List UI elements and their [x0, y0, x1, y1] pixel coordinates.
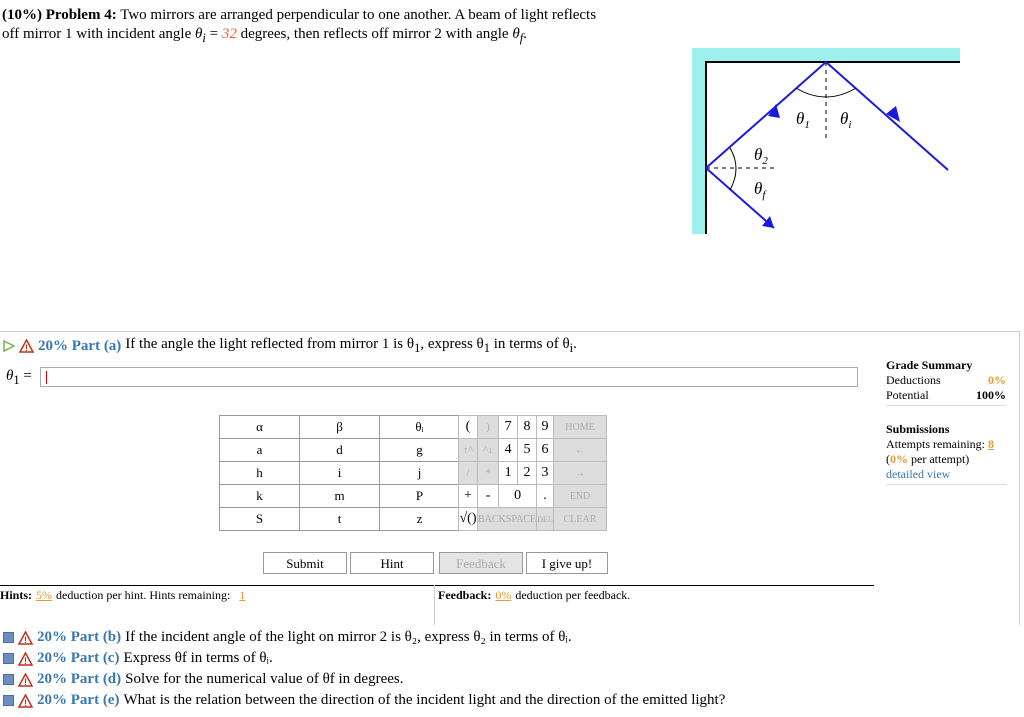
key-sqrt[interactable]: √() — [459, 508, 478, 531]
grade-summary: Grade Summary Deductions 0% Potential 100% Submissions Attempts remaining: 8 (0% per attempt) detailed view — [886, 358, 1006, 485]
expand-arrow-icon[interactable] — [3, 340, 15, 352]
equals: = — [205, 26, 222, 42]
key-left[interactable]: ← — [554, 439, 607, 462]
key-2[interactable]: 2 — [518, 462, 537, 485]
warning-icon — [19, 339, 34, 353]
angle-arc-2 — [730, 148, 736, 190]
theta-f-symbol: θ — [512, 26, 520, 42]
key-1[interactable]: 1 — [499, 462, 518, 485]
feedback-deduction: 0% — [495, 588, 512, 602]
key-8[interactable]: 8 — [518, 416, 537, 439]
svg-text:!: ! — [25, 343, 28, 353]
submissions-title: Submissions — [886, 422, 950, 436]
label-theta2: $\theta_2$ — [754, 145, 768, 167]
warning-icon — [18, 694, 33, 708]
mirror-2 — [692, 48, 706, 234]
problem-statement — [2, 6, 682, 48]
key-3[interactable]: 3 — [537, 462, 554, 485]
problem-line2b: degrees, then reflects off mirror 2 with angle — [236, 26, 513, 42]
divider — [0, 585, 874, 586]
key-backspace[interactable]: BACKSPACE — [478, 508, 537, 531]
key-a[interactable]: a — [220, 439, 300, 462]
warning-icon — [18, 652, 33, 666]
divider-vertical — [434, 585, 435, 625]
key-multiply[interactable]: * — [478, 462, 499, 485]
theta-f-sub: f — [519, 31, 524, 45]
hints-remaining: 1 — [239, 588, 246, 602]
key-j[interactable]: j — [380, 462, 460, 485]
collapsed-square-icon — [3, 632, 14, 643]
potential-value: 100% — [976, 388, 1006, 402]
key-clear[interactable]: CLEAR — [554, 508, 607, 531]
part-d-row[interactable] — [3, 669, 725, 690]
reflected-ray — [706, 62, 826, 168]
key-beta[interactable]: β — [300, 416, 380, 439]
problem-line2a: off mirror 1 with incident angle — [2, 26, 192, 42]
theta-i-symbol: θ — [195, 26, 203, 42]
part-c-row[interactable] — [3, 648, 725, 669]
key-S[interactable]: S — [220, 508, 300, 531]
key-6[interactable]: 6 — [537, 439, 554, 462]
numeric-keypad — [458, 415, 607, 531]
hint-deduction: 5% — [36, 588, 53, 602]
key-plus[interactable]: + — [459, 485, 478, 508]
key-subscript[interactable]: ^↓ — [478, 439, 499, 462]
give-up-button[interactable]: I give up! — [526, 552, 608, 574]
warning-icon — [18, 631, 33, 645]
key-m[interactable]: m — [300, 485, 380, 508]
part-c-label[interactable]: 20% Part (c) — [37, 650, 120, 666]
part-d-text: Solve for the numerical value of θf in degrees. — [125, 671, 404, 687]
key-h[interactable]: h — [220, 462, 300, 485]
part-b-label[interactable]: 20% Part (b) — [37, 629, 122, 645]
part-e-label[interactable]: 20% Part (e) — [37, 692, 120, 708]
key-right[interactable]: → — [554, 462, 607, 485]
key-9[interactable]: 9 — [537, 416, 554, 439]
detailed-view-link[interactable]: detailed view — [886, 467, 951, 481]
arrow-incident — [886, 106, 900, 122]
part-b-row[interactable] — [3, 627, 725, 648]
mirror-1 — [692, 48, 960, 62]
key-del[interactable]: DEL — [537, 508, 554, 531]
svg-text:!: ! — [24, 655, 27, 666]
key-4[interactable]: 4 — [499, 439, 518, 462]
grade-summary-title: Grade Summary — [886, 358, 973, 372]
symbol-keypad — [219, 415, 460, 531]
key-5[interactable]: 5 — [518, 439, 537, 462]
part-a-header — [3, 335, 577, 357]
angle-value: 32 — [221, 26, 237, 42]
key-z[interactable]: z — [380, 508, 460, 531]
mirror-diagram — [690, 48, 965, 238]
problem-line1: Two mirrors are arranged perpendicular to one another. A beam of light reflects — [120, 7, 597, 23]
key-home[interactable]: HOME — [554, 416, 607, 439]
key-open-paren[interactable]: ( — [459, 416, 478, 439]
part-a-text: If the angle the light reflected from mirror 1 is $\theta_1$, express $\theta_1$ in terms of $\theta_i$. — [125, 336, 577, 355]
parts-list — [3, 627, 725, 711]
collapsed-square-icon — [3, 695, 14, 706]
hints-info: Hints: 5% deduction per hint. Hints remaining: 1 — [0, 588, 251, 603]
svg-text:!: ! — [24, 697, 27, 708]
part-e-text: What is the relation between the direction of the incident light and the direction of the emitted light? — [123, 692, 726, 708]
svg-text:!: ! — [24, 634, 27, 645]
hint-button[interactable]: Hint — [350, 552, 434, 574]
part-b-text: If the incident angle of the light on mirror 2 is θ₂, express θ₂ in terms of θᵢ. — [125, 629, 572, 645]
label-theta1: $\theta_1$ — [796, 109, 810, 131]
answer-label: $\theta_1$ = — [6, 368, 32, 387]
feedback-button[interactable]: Feedback — [439, 552, 523, 574]
key-close-paren[interactable]: ) — [478, 416, 499, 439]
part-c-text: Express θf in terms of θᵢ. — [123, 650, 273, 666]
key-7[interactable]: 7 — [499, 416, 518, 439]
key-dot[interactable]: . — [537, 485, 554, 508]
key-divide[interactable]: / — [459, 462, 478, 485]
label-thetai: $\theta_i$ — [840, 109, 852, 131]
key-minus[interactable]: - — [478, 485, 499, 508]
label-thetaf: $\theta_f$ — [754, 179, 766, 201]
part-a-label[interactable]: 20% Part (a) — [38, 338, 122, 354]
key-g[interactable]: g — [380, 439, 460, 462]
warning-icon — [18, 673, 33, 687]
key-P[interactable]: P — [380, 485, 460, 508]
collapsed-square-icon — [3, 653, 14, 664]
svg-text:!: ! — [24, 676, 27, 687]
key-k[interactable]: k — [220, 485, 300, 508]
key-end[interactable]: END — [554, 485, 607, 508]
problem-title: Problem 4: — [45, 7, 117, 23]
key-theta-i[interactable]: θᵢ — [380, 416, 460, 439]
key-t[interactable]: t — [300, 508, 380, 531]
key-superscript[interactable]: ↑^ — [459, 439, 478, 462]
deductions-value: 0% — [988, 373, 1006, 387]
attempts-remaining: 8 — [987, 437, 994, 451]
period: . — [523, 26, 527, 42]
text-caret — [46, 371, 47, 384]
collapsed-square-icon — [3, 674, 14, 685]
problem-percent: (10%) — [2, 7, 42, 23]
answer-input[interactable] — [40, 367, 858, 387]
key-alpha[interactable]: α — [220, 416, 300, 439]
feedback-info: Feedback: 0% deduction per feedback. — [438, 588, 631, 602]
key-d[interactable]: d — [300, 439, 380, 462]
key-0[interactable]: 0 — [499, 485, 537, 508]
part-d-label[interactable]: 20% Part (d) — [37, 671, 122, 687]
part-e-row[interactable] — [3, 690, 725, 711]
submit-button[interactable]: Submit — [263, 552, 347, 574]
theta-i-sub: i — [202, 31, 206, 45]
key-i[interactable]: i — [300, 462, 380, 485]
